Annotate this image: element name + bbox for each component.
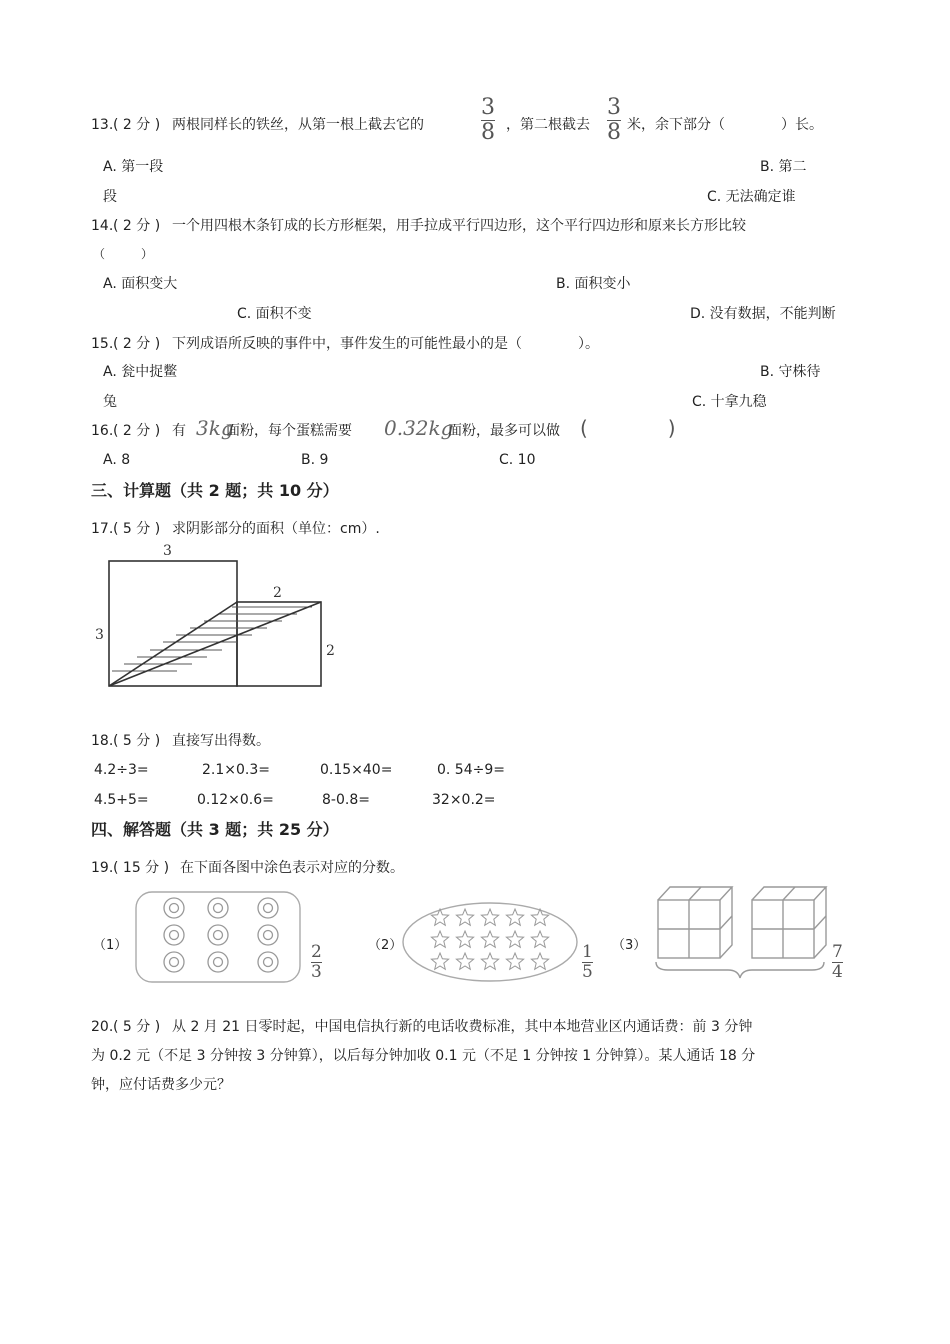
option-a[interactable]: A. 瓮中捉鳖 [103,364,178,380]
amount-3kg: 3kg [196,416,234,440]
label-small-top-2: 2 [273,585,282,601]
star-icon [481,931,498,947]
score-label: ( 15 分 ) [113,860,170,876]
calc-item: 2.1×0.3= [202,762,270,778]
question-text: 面粉，最多可以做 [448,423,560,439]
stars-figure [400,900,582,986]
answer-paren: ( ) [580,416,676,440]
question-text: 下列成语所反映的事件中，事件发生的可能性最小的是（ ）。 [172,336,599,352]
calc-item: 0.12×0.6= [197,792,274,808]
question-text: ，第二根截去 [506,117,590,133]
score-label: ( 2 分 ) [113,336,161,352]
question-number: 13. [91,117,114,133]
option-b-wrap: 兔 [103,394,117,410]
question-text: 直接写出得数。 [172,733,270,749]
score-label: ( 5 分 ) [113,1019,161,1035]
question-number: 20. [91,1019,114,1035]
question-number: 17. [91,521,114,537]
question-text: 在下面各图中涂色表示对应的分数。 [180,860,404,876]
star-icon [456,953,473,969]
star-icon [431,953,448,969]
question-number: 15. [91,336,114,352]
question-number: 19. [91,860,114,876]
question-text: 有 [172,423,186,439]
calc-item: 4.5+5= [94,792,149,808]
calc-item: 4.2÷3= [94,762,149,778]
calc-item: 8-0.8= [322,792,370,808]
question-text-line-3: 钟，应付话费多少元？ [91,1077,231,1093]
section-heading-4: 四、解答题（共 3 题；共 25 分） [91,820,339,839]
option-b[interactable]: B. 第二 [760,159,807,175]
question-text-line-1: 从 2 月 21 日零时起，中国电信执行新的电话收费标准，其中本地营业区内通话费：前 3 分钟 [172,1019,753,1035]
label-right-2: 2 [326,643,335,659]
score-label: ( 2 分 ) [113,218,161,234]
option-c[interactable]: C. 无法确定谁 [707,189,796,205]
fraction-3-8-a: 3 8 [481,95,495,145]
fraction-1-5: 1 5 [582,942,593,982]
question-text: 米，余下部分（ ）长。 [627,117,823,133]
fraction-2-3: 2 3 [311,942,322,982]
question-text: 求阴影部分的面积（单位：cm）. [172,521,380,537]
star-icon [531,931,548,947]
question-number: 18. [91,733,114,749]
option-c[interactable]: C. 十拿九稳 [692,394,767,410]
figure-label-3: （3） [612,938,647,953]
option-a[interactable]: A. 面积变大 [103,276,178,292]
calc-item: 0. 54÷9= [437,762,505,778]
answer-paren: （ ） [93,247,154,261]
fraction-3-8-b: 3 8 [607,95,621,145]
calc-item: 32×0.2= [432,792,496,808]
question-text-line-2: 为 0.2 元（不足 3 分钟按 3 分钟算），以后每分钟加收 0.1 元（不足 1 分钟按 1 分钟算）。某人通话 18 分 [91,1048,756,1064]
fraction-7-4: 7 4 [832,942,843,982]
circles-figure [134,890,304,986]
question-number: 16. [91,423,114,439]
shaded-area-figure [90,538,350,698]
star-icon [506,931,523,947]
figure-label-2: （2） [368,938,403,953]
option-b[interactable]: B. 守株待 [760,364,821,380]
question-text: 两根同样长的铁丝，从第一根上截去它的 [172,117,424,133]
option-b[interactable]: B. 9 [301,452,329,468]
amount-0-32kg: 0.32kg [384,416,454,440]
question-text: 一个用四根木条钉成的长方形框架，用手拉成平行四边形，这个平行四边形和原来长方形比较 [172,218,746,234]
label-left-3: 3 [95,627,104,643]
score-label: ( 2 分 ) [113,117,161,133]
question-text: 面粉，每个蛋糕需要 [226,423,352,439]
score-label: ( 5 分 ) [113,733,161,749]
star-icon [481,909,498,925]
option-a[interactable]: A. 第一段 [103,159,164,175]
label-top-3: 3 [163,543,172,559]
star-icon [456,909,473,925]
star-icon [481,953,498,969]
figure-label-1: （1） [93,938,128,953]
option-b-wrap: 段 [103,189,117,205]
question-number: 14. [91,218,114,234]
score-label: ( 5 分 ) [113,521,161,537]
calc-item: 0.15×40= [320,762,393,778]
option-c[interactable]: C. 10 [499,452,536,468]
star-icon [431,931,448,947]
cubes-figure [646,882,830,982]
score-label: ( 2 分 ) [113,423,161,439]
option-b[interactable]: B. 面积变小 [556,276,631,292]
star-icon [506,909,523,925]
option-d[interactable]: D. 没有数据，不能判断 [690,306,836,322]
star-icon [506,953,523,969]
section-heading-3: 三、计算题（共 2 题；共 10 分） [91,481,339,500]
star-icon [456,931,473,947]
star-icon [531,953,548,969]
option-c[interactable]: C. 面积不变 [237,306,312,322]
option-a[interactable]: A. 8 [103,452,131,468]
